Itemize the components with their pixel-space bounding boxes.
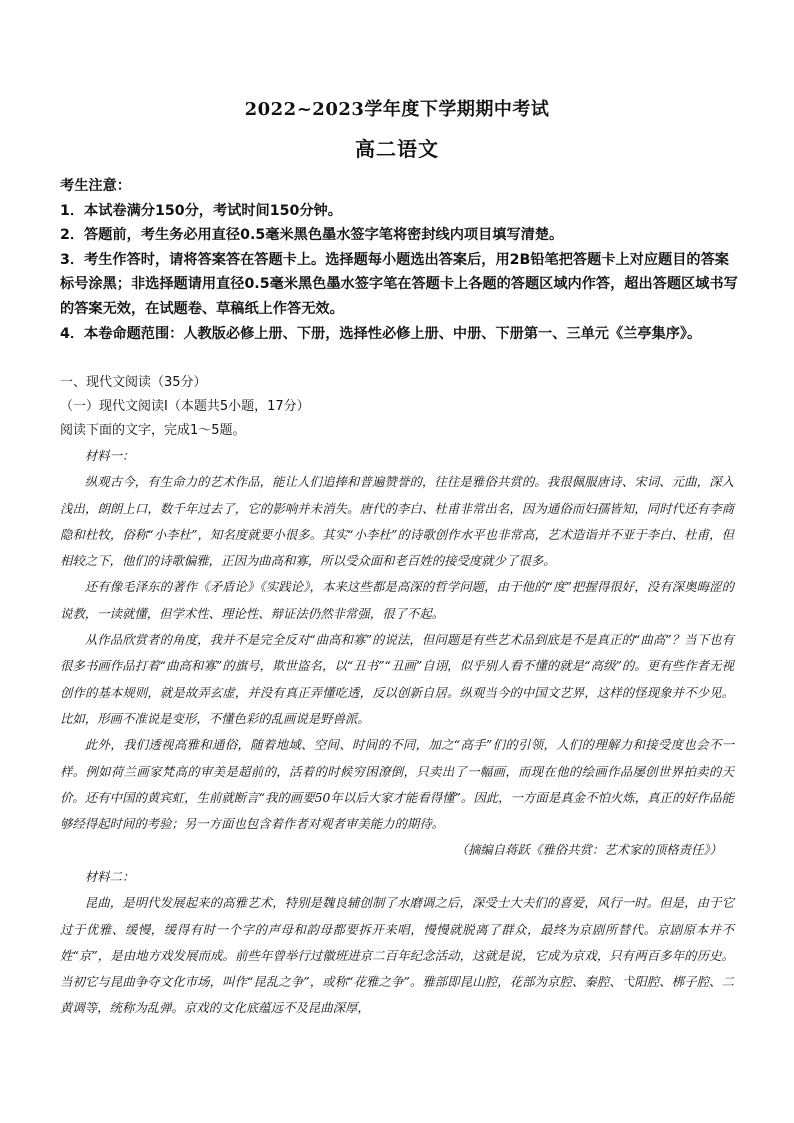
subsection-heading: （一）现代文阅读Ⅰ（本题共5小题，17分） (60, 399, 310, 414)
paragraph: 昆曲，是明代发展起来的高雅艺术，特别是魏良辅创制了水磨调之后，深受士大夫们的喜爱，风行一时。但是，由于它过于优雅、缓慢，缓得有时一个字的声母和韵母都要拆开来唱，慢慢就脱离了群众，最终为京剧所替代。京剧原本并不姓“京”，是由地方戏发展而成。前些年曾举行过徽班进京二百年纪念活动，这就是说，它成为京戏，只有两百多年的历史。当初它与昆曲争夺文化市场，叫作“昆乱之争”，或称“花雅之争”。雅部即昆山腔，花部为京腔、秦腔、弋阳腔、梆子腔、二黄调等，统称为乱弹。京戏的文化底蕴远不及昆曲深厚， (60, 895, 734, 1016)
paragraph: 还有像毛泽东的著作《矛盾论》《实践论》，本来这些都是高深的哲学问题，由于他的“度”把握得很好，没有深奥晦涩的说教，一读就懂，但学术性、理论性、辩证法仍然非常强，很了不起。 (60, 579, 734, 621)
notes-heading: 考生注意： (60, 178, 131, 194)
reading-instruction: 阅读下面的文字，完成1～5题。 (60, 423, 246, 438)
material-one (60, 443, 734, 864)
section-heading: 一、现代文阅读（35分） (60, 375, 207, 390)
note-item: 1．本试卷满分150分，考试时间150分钟。 (60, 202, 342, 219)
material-label: 材料一： (84, 448, 135, 463)
candidate-notes (60, 174, 740, 346)
note-item: 3．考生作答时，请将答案答在答题卡上。选择题每小题选出答案后，用2B铅笔把答题卡上对应题目的答案标号涂黑；非选择题请用直径0.5毫米黑色墨水签字笔在答题卡上各题的答题区域内作答，超出答题区域书写的答案无效，在试题卷、草稿纸上作答无效。 (60, 251, 738, 317)
paragraph: 此外，我们透视高雅和通俗，随着地域、空间、时间的不同，加之“高手”们的引领，人们的理解力和接受度也会不一样。例如荷兰画家梵高的审美是超前的，活着的时候穷困潦倒，只卖出了一幅画，而现在他的绘画作品屡创世界拍卖的天价。还有中国的黄宾虹，生前就断言“我的画要50年以后大家才能看得懂”。因此，一方面是真金不怕火炼，真正的好作品能够经得起时间的考验；另一方面也包含着作者对观者审美能力的期待。 (60, 737, 734, 832)
paragraph: 从作品欣赏者的角度，我并不是完全反对“曲高和寡”的说法，但问题是有些艺术品到底是不是真正的“曲高”？当下也有很多书画作品打着“曲高和寡”的旗号，欺世盗名，以“丑书”“丑画”自诩，似乎别人看不懂的就是“高级”的。更有些作者无视创作的基本规则，就是故弄玄虚，并没有真正弄懂吃透，反以创新自居。纵观当今的中国文艺界，这样的怪现象并不少见。比如，形画不准说是变形，不懂色彩的乱画说是野兽派。 (60, 632, 734, 726)
material-two (60, 864, 734, 1022)
exam-subject: 高二语文 (355, 137, 439, 161)
exam-title: 2022~2023学年度下学期期中考试 (244, 99, 550, 120)
note-item: 2．答题前，考生务必用直径0.5毫米黑色墨水签字笔将密封线内项目填写清楚。 (60, 227, 564, 244)
paragraph: 纵观古今，有生命力的艺术作品，能让人们追捧和普遍赞誉的，往往是雅俗共赏的。我很佩服唐诗、宋词、元曲，深入浅出，朗朗上口，数千年过去了，它的影响并未消失。唐代的李白、杜甫非常出名，因为通俗而妇孺皆知，同时代还有李商隐和杜牧，俗称“小李杜”，知名度就要小很多。其实“小李杜”的诗歌创作水平也非常高，艺术造诣并不亚于李白、杜甫，但相较之下，他们的诗歌偏雅，正因为曲高和寡，所以受众面和老百姓的接受度就少了很多。 (60, 474, 734, 569)
source-citation: （摘编自蒋跃《雅俗共赏：艺术家的顶格责任》） (455, 842, 722, 858)
note-item: 4．本卷命题范围：人教版必修上册、下册，选择性必修上册、中册、下册第一、三单元《兰亭集序》。 (60, 325, 702, 342)
material-label: 材料二： (84, 869, 135, 884)
